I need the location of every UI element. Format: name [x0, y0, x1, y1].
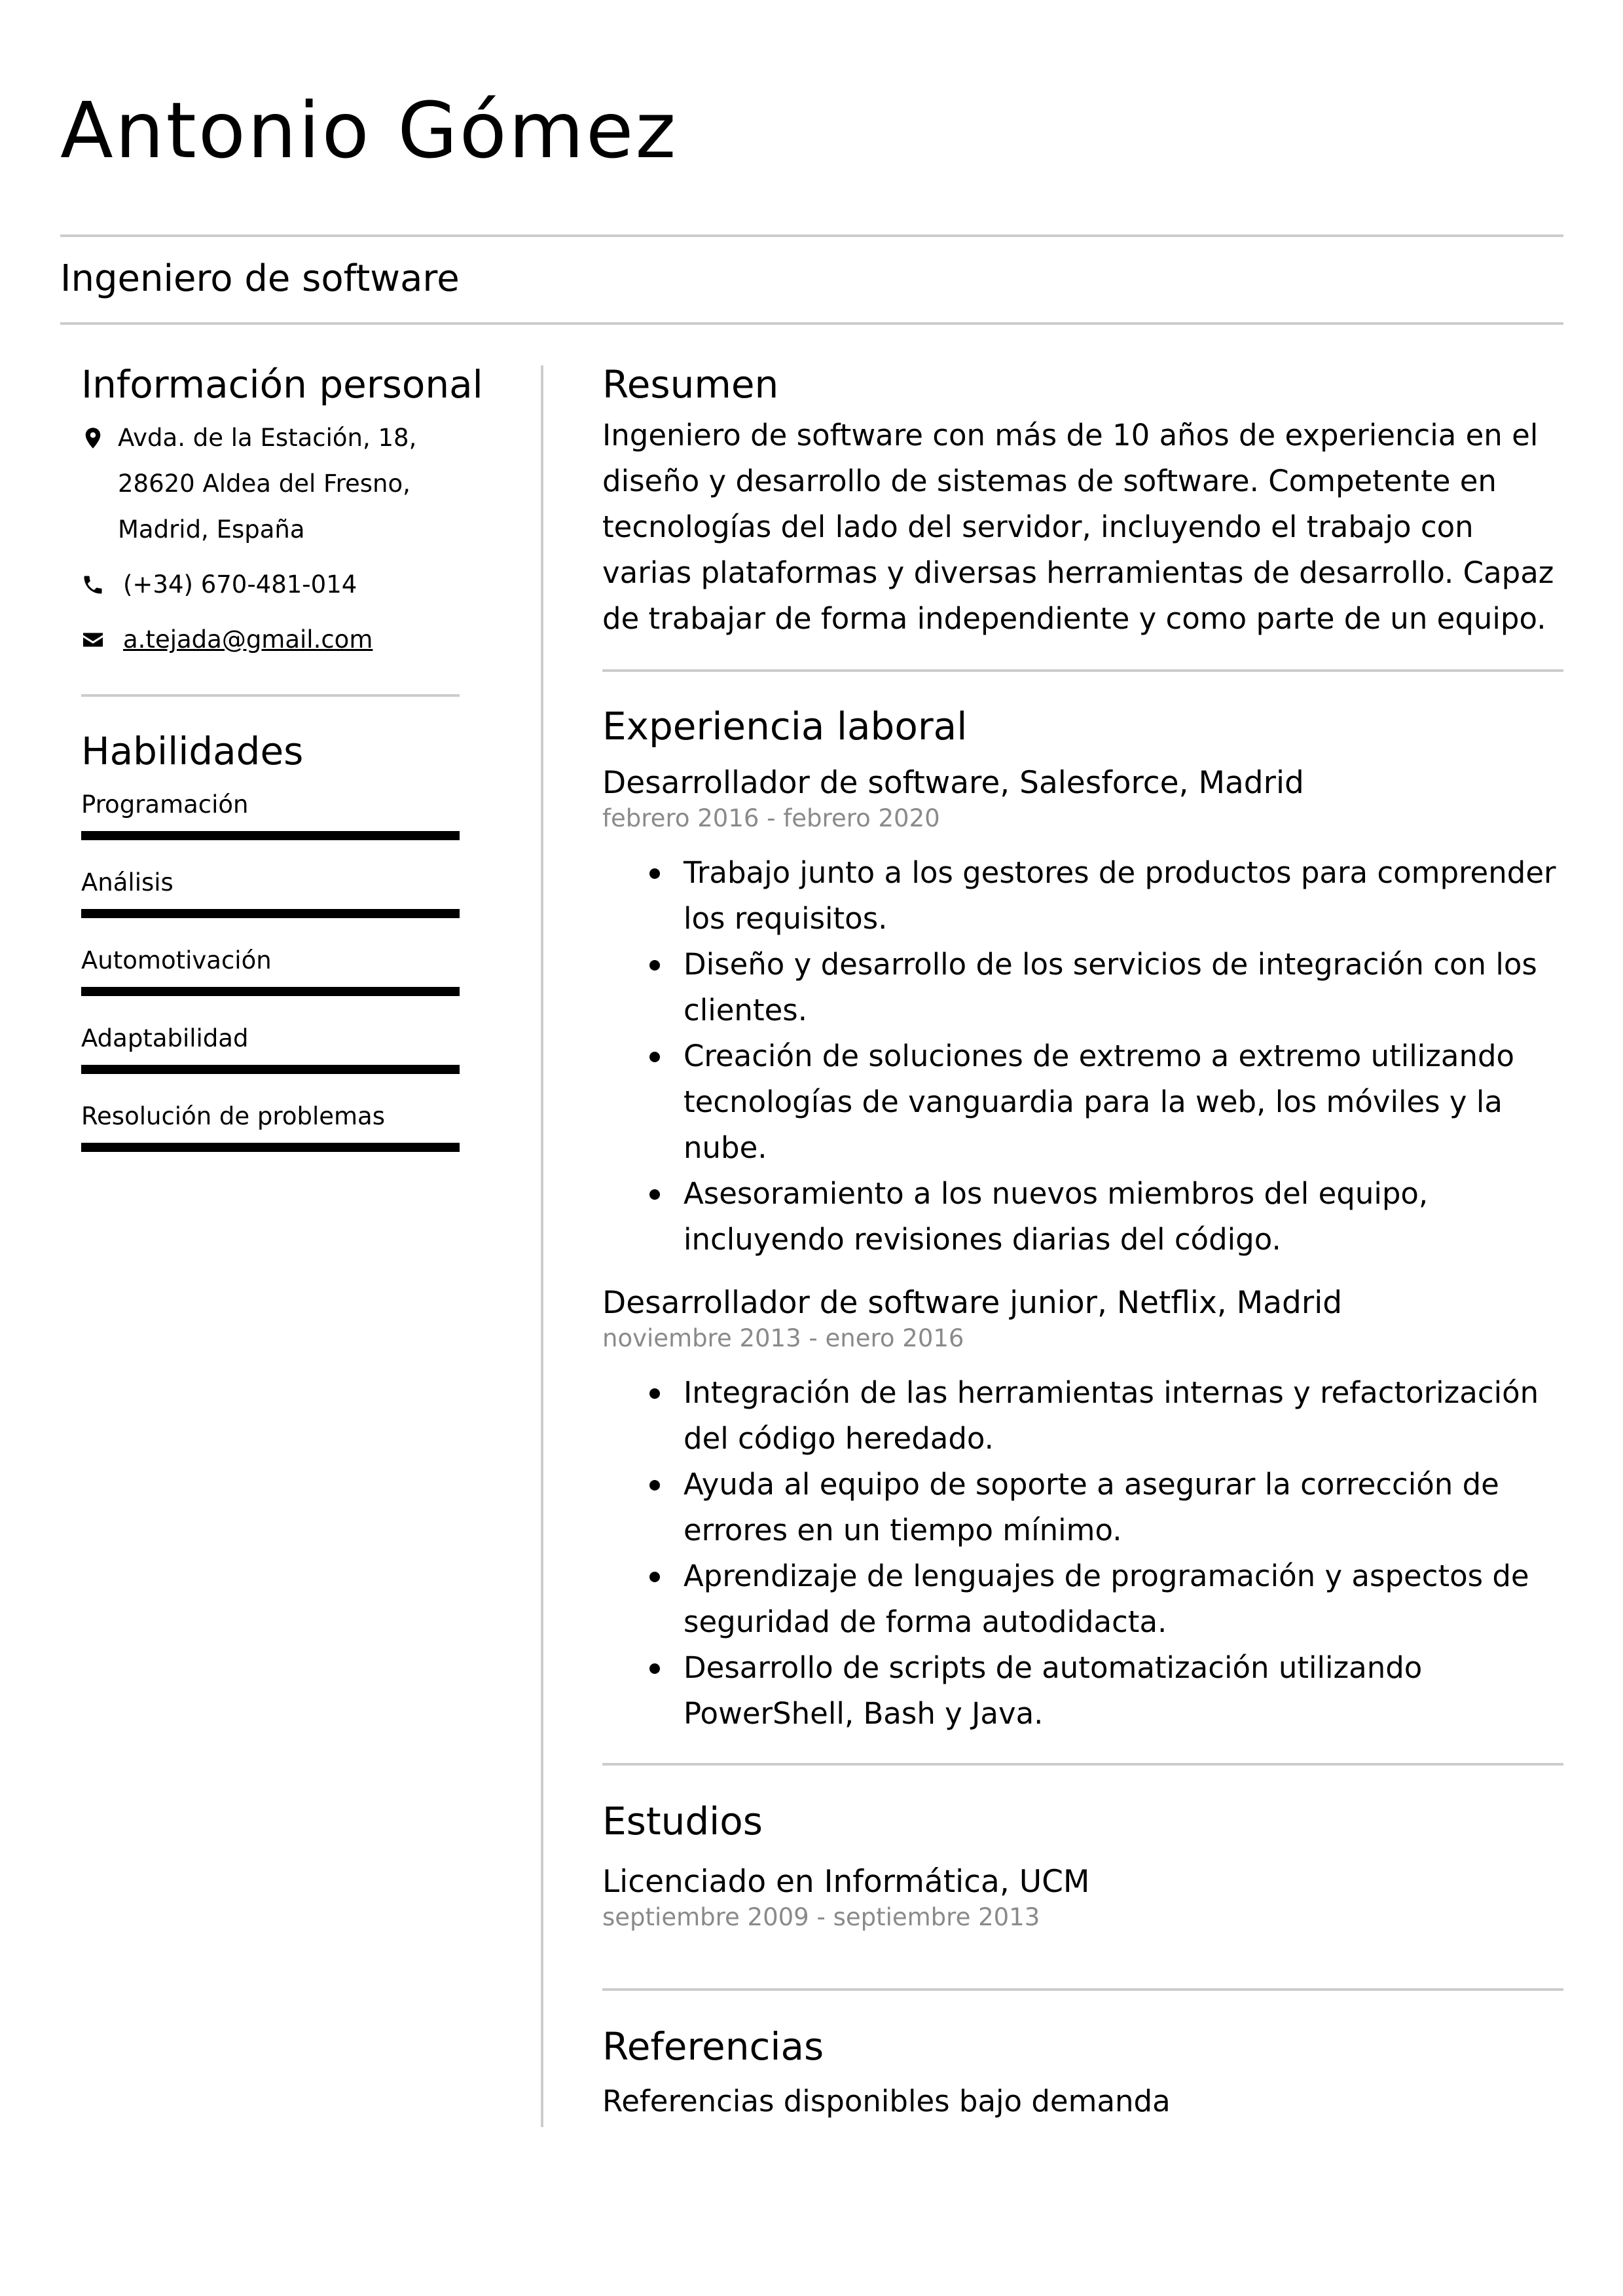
list-item: Integración de las herramientas internas y refactorización del código heredado. — [684, 1370, 1563, 1462]
skill-label: Adaptabilidad — [81, 1024, 249, 1052]
references-section — [602, 2024, 1563, 2124]
sidebar-divider — [81, 694, 460, 697]
email — [81, 617, 461, 663]
list-item: Diseño y desarrollo de los servicios de integración con los clientes. — [684, 942, 1563, 1033]
address-line-3: Madrid, España — [118, 515, 305, 544]
job-role: Desarrollador de software, Salesforce, Madrid — [602, 765, 1304, 801]
summary-text: Ingeniero de software con más de 10 años de experiencia en el diseño y desarrollo de sistemas de software. Competente en tecnologías del lado del servidor, incluyendo el trabajo con varias plataformas y diversas herramientas de desarrollo. Capaz de trabajar de forma independiente y como parte de un equipo. — [602, 418, 1554, 636]
personal-info-heading: Información personal — [81, 362, 483, 407]
references-text: Referencias disponibles bajo demanda — [602, 2084, 1171, 2119]
skill-item — [81, 1104, 461, 1152]
phone — [81, 562, 461, 608]
column-divider — [541, 365, 543, 2127]
summary-section — [602, 362, 1563, 642]
list-item: Creación de soluciones de extremo a extremo utilizando tecnologías de vanguardia para la web, los móviles y la nube. — [684, 1033, 1563, 1171]
job-role: Desarrollador de software junior, Netflix, Madrid — [602, 1285, 1343, 1321]
education-dates: septiembre 2009 - septiembre 2013 — [602, 1903, 1040, 1931]
list-item: Trabajo junto a los gestores de productos para comprender los requisitos. — [684, 850, 1563, 942]
skill-item — [81, 870, 461, 918]
header-divider-top — [60, 234, 1563, 237]
degree: Licenciado en Informática, UCM — [602, 1864, 1090, 1900]
skill-label: Programación — [81, 790, 249, 819]
contact-list — [81, 415, 461, 663]
skills-list — [81, 792, 461, 1152]
sidebar — [81, 362, 483, 1152]
skills-heading: Habilidades — [81, 729, 304, 773]
address-line-2: 28620 Aldea del Fresno, — [118, 470, 410, 498]
list-item: Ayuda al equipo de soporte a asegurar la corrección de errores en un tiempo mínimo. — [684, 1462, 1563, 1553]
section-divider — [602, 669, 1563, 672]
email-link[interactable]: a.tejada@gmail.com — [123, 625, 373, 654]
job-dates: febrero 2016 - febrero 2020 — [602, 804, 940, 832]
main-content — [602, 362, 1563, 2124]
candidate-name: Antonio Gómez — [60, 85, 678, 176]
address — [81, 415, 461, 553]
summary-heading: Resumen — [602, 362, 779, 407]
job-dates: noviembre 2013 - enero 2016 — [602, 1324, 964, 1352]
skill-item — [81, 948, 461, 996]
phone-icon — [81, 573, 105, 597]
skill-item — [81, 792, 461, 840]
envelope-icon — [81, 628, 105, 652]
list-item: Asesoramiento a los nuevos miembros del equipo, incluyendo revisiones diarias del código. — [684, 1171, 1563, 1263]
section-divider — [602, 1763, 1563, 1766]
header-divider-bottom — [60, 322, 1563, 325]
map-pin-icon — [81, 426, 105, 450]
skill-item — [81, 1026, 461, 1074]
skill-level-bar — [81, 1143, 460, 1152]
job-bullets — [602, 850, 1563, 1263]
skill-label: Análisis — [81, 868, 173, 897]
skill-label: Automotivación — [81, 946, 272, 974]
experience-heading: Experiencia laboral — [602, 704, 968, 749]
job-title: Ingeniero de software — [60, 257, 460, 300]
education-heading: Estudios — [602, 1799, 763, 1843]
skill-level-bar — [81, 1065, 460, 1074]
address-line-1: Avda. de la Estación, 18, — [118, 424, 417, 452]
section-divider — [602, 1988, 1563, 1991]
list-item: Aprendizaje de lenguajes de programación y aspectos de seguridad de forma autodidacta. — [684, 1553, 1563, 1645]
education-section — [602, 1799, 1563, 1931]
job-bullets — [602, 1370, 1563, 1737]
experience-section — [602, 704, 1563, 1737]
skill-level-bar — [81, 987, 460, 996]
skill-level-bar — [81, 831, 460, 840]
skill-level-bar — [81, 909, 460, 918]
job-entry — [602, 765, 1563, 1263]
phone-number: (+34) 670-481-014 — [123, 570, 357, 599]
job-entry — [602, 1287, 1563, 1737]
skill-label: Resolución de problemas — [81, 1102, 385, 1130]
list-item: Desarrollo de scripts de automatización utilizando PowerShell, Bash y Java. — [684, 1645, 1563, 1737]
references-heading: Referencias — [602, 2024, 824, 2069]
